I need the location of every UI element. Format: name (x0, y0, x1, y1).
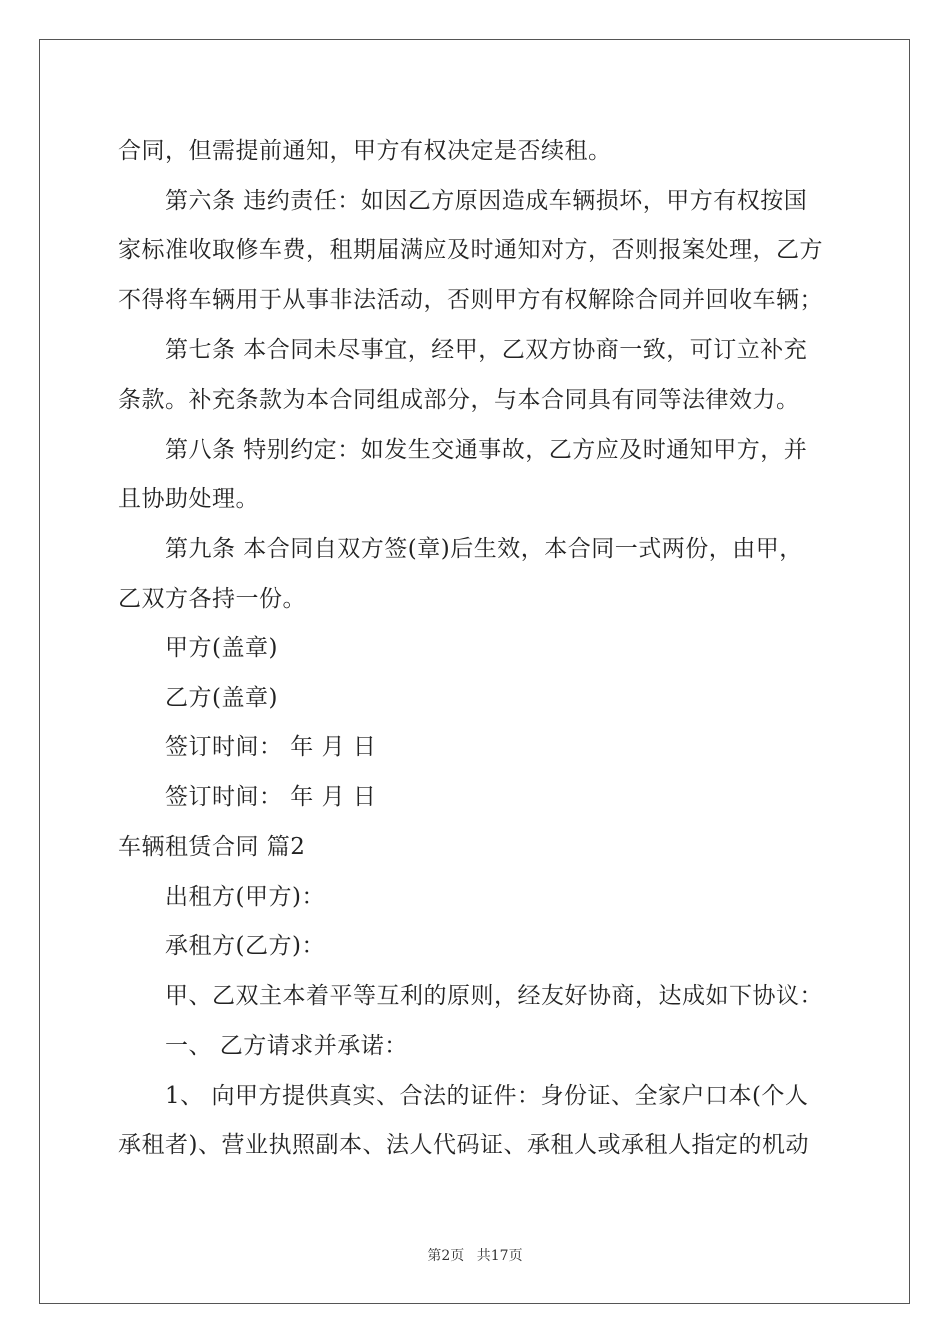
page-number: 第2页 (427, 1248, 465, 1264)
lessee-line: 承租方(乙方)： (165, 933, 325, 959)
paragraph-line: 第七条 本合同未尽事宜，经甲，乙双方协商一致，可订立补充 (165, 337, 808, 363)
section-heading: 车辆租赁合同 篇2 (118, 834, 306, 860)
paragraph-line: 且协助处理。 (118, 486, 259, 512)
paragraph-line: 第六条 违约责任：如因乙方原因造成车辆损坏，甲方有权按国 (165, 188, 808, 214)
signing-date-line: 签订时间： 年 月 日 (165, 734, 377, 760)
paragraph-line: 1、 向甲方提供真实、合法的证件：身份证、全家户口本(个人 (165, 1083, 809, 1109)
page-total: 共17页 (476, 1248, 523, 1264)
paragraph-line: 承租者)、营业执照副本、法人代码证、承租人或承租人指定的机动 (118, 1132, 809, 1158)
page-border (39, 39, 910, 1304)
paragraph-line: 不得将车辆用于从事非法活动，否则甲方有权解除合同并回收车辆； (118, 287, 823, 313)
paragraph-line: 条款。补充条款为本合同组成部分，与本合同具有同等法律效力。 (118, 387, 800, 413)
clause-heading: 一、 乙方请求并承诺： (165, 1033, 408, 1059)
paragraph-line: 第九条 本合同自双方签(章)后生效，本合同一式两份，由甲， (165, 536, 803, 562)
signing-date-line: 签订时间： 年 月 日 (165, 784, 377, 810)
page-footer (0, 1247, 950, 1265)
signature-line-party-a: 甲方(盖章) (165, 635, 278, 661)
signature-line-party-b: 乙方(盖章) (165, 685, 278, 711)
lessor-line: 出租方(甲方)： (165, 884, 325, 910)
paragraph-line: 甲、乙双主本着平等互利的原则，经友好协商，达成如下协议： (165, 983, 823, 1009)
paragraph-line: 乙双方各持一份。 (118, 586, 306, 612)
paragraph-line: 家标准收取修车费，租期届满应及时通知对方，否则报案处理，乙方 (118, 237, 823, 263)
paragraph-line: 第八条 特别约定：如发生交通事故，乙方应及时通知甲方，并 (165, 437, 808, 463)
paragraph-line: 合同，但需提前通知，甲方有权决定是否续租。 (118, 138, 612, 164)
